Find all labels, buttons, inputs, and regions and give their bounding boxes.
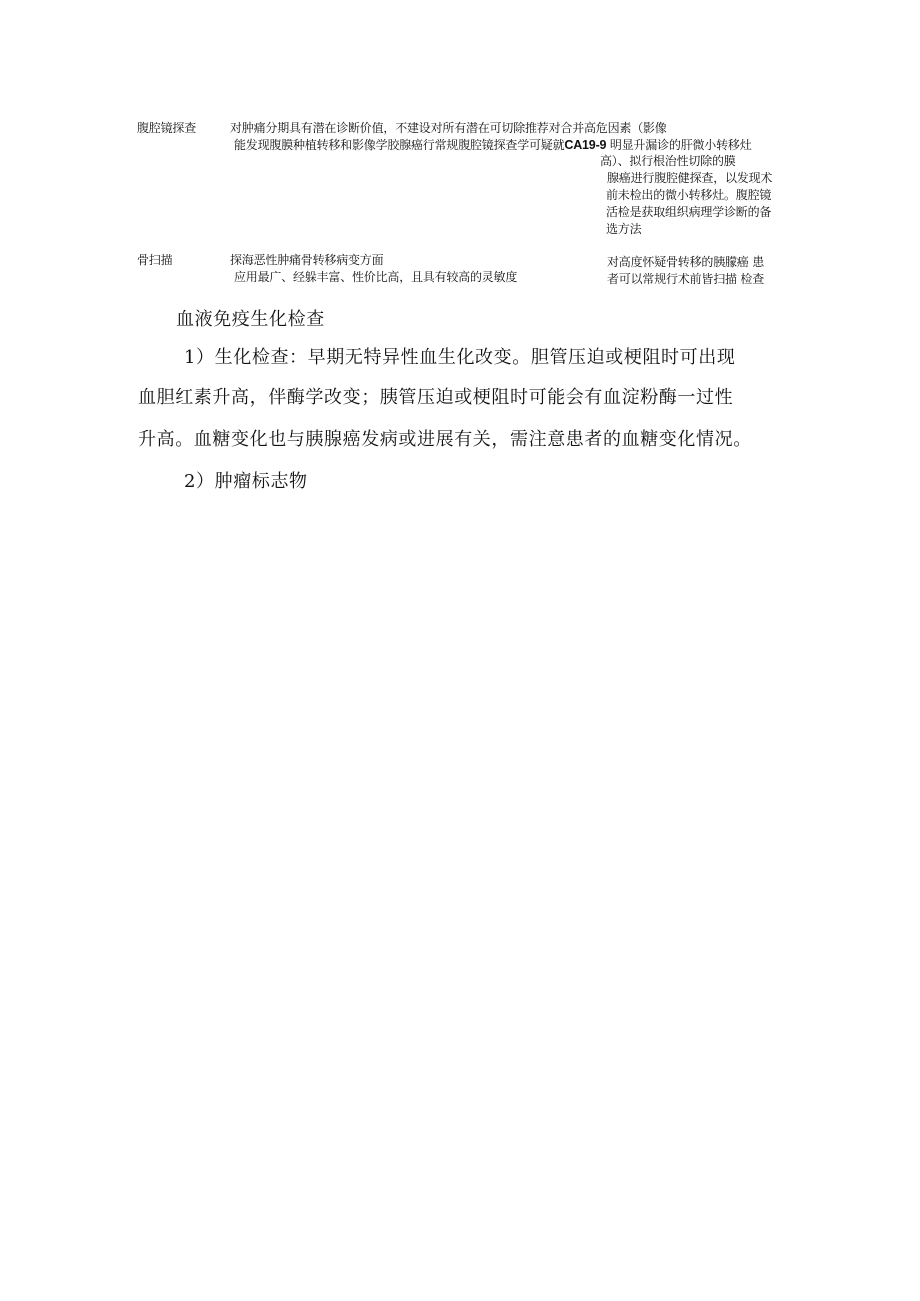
paragraph-1-line-3: 升高。血糖变化也与胰腺癌发病或进展有关，需注意患者的血糖变化情况。 xyxy=(138,429,752,450)
row-1-left-line-2-text: 能发现腹膜种植转移和影像学胶腺癌行常规腹腔镜探查学可疑就 xyxy=(234,138,565,152)
row-1-tail-text: 明显升漏诊的肝微小转移灶 xyxy=(609,138,752,152)
row-1-right-line-1: 高）、拟行根治性切除的膜 xyxy=(600,154,736,168)
row-1-left-line-2 xyxy=(234,137,752,154)
row-2-right-line-1: 对高度怀疑骨转移的胰朦癌 患 xyxy=(607,255,765,269)
row-1-right-line-2: 腺癌进行腹腔健探查，以发现术 xyxy=(607,171,773,185)
row-2-name: 骨扫描 xyxy=(137,253,173,267)
row-2-right-line-2: 者可以常规行术前皆扫描 检查 xyxy=(607,272,765,286)
row-1-right-line-4: 活检是获取组织病理学诊断的备 xyxy=(606,205,772,219)
row-1-left-line-1: 对肿痛分期具有潜在诊断价值，不建设对所有潜在可切除推荐对合并高危因素（影像 xyxy=(230,121,667,135)
paragraph-1-line-2: 血胆红素升高，伴酶学改变；胰管压迫或梗阻时可能会有血淀粉酶一过性 xyxy=(138,387,734,408)
paragraph-1-line-1: 1）生化检查：早期无特异性血生化改变。胆管压迫或梗阻时可出现 xyxy=(184,347,736,368)
row-1-name: 腹腔镜探查 xyxy=(137,121,197,135)
item-2-heading: 2）肿瘤标志物 xyxy=(184,471,308,492)
marker-ca199: CA19-9 xyxy=(564,138,607,152)
row-2-left-line-2: 应用最广、经躲丰富、性价比高，且具有较高的灵敏度 xyxy=(234,270,518,284)
row-1-right-line-5: 选方法 xyxy=(606,222,642,236)
row-1-right-line-3: 前未检出的微小转移灶。腹腔镜 xyxy=(606,188,772,202)
row-2-left-line-1: 探海恶性肿痛骨转移病变方面 xyxy=(230,253,384,267)
section-heading: 血液免疫生化检查 xyxy=(176,309,325,330)
